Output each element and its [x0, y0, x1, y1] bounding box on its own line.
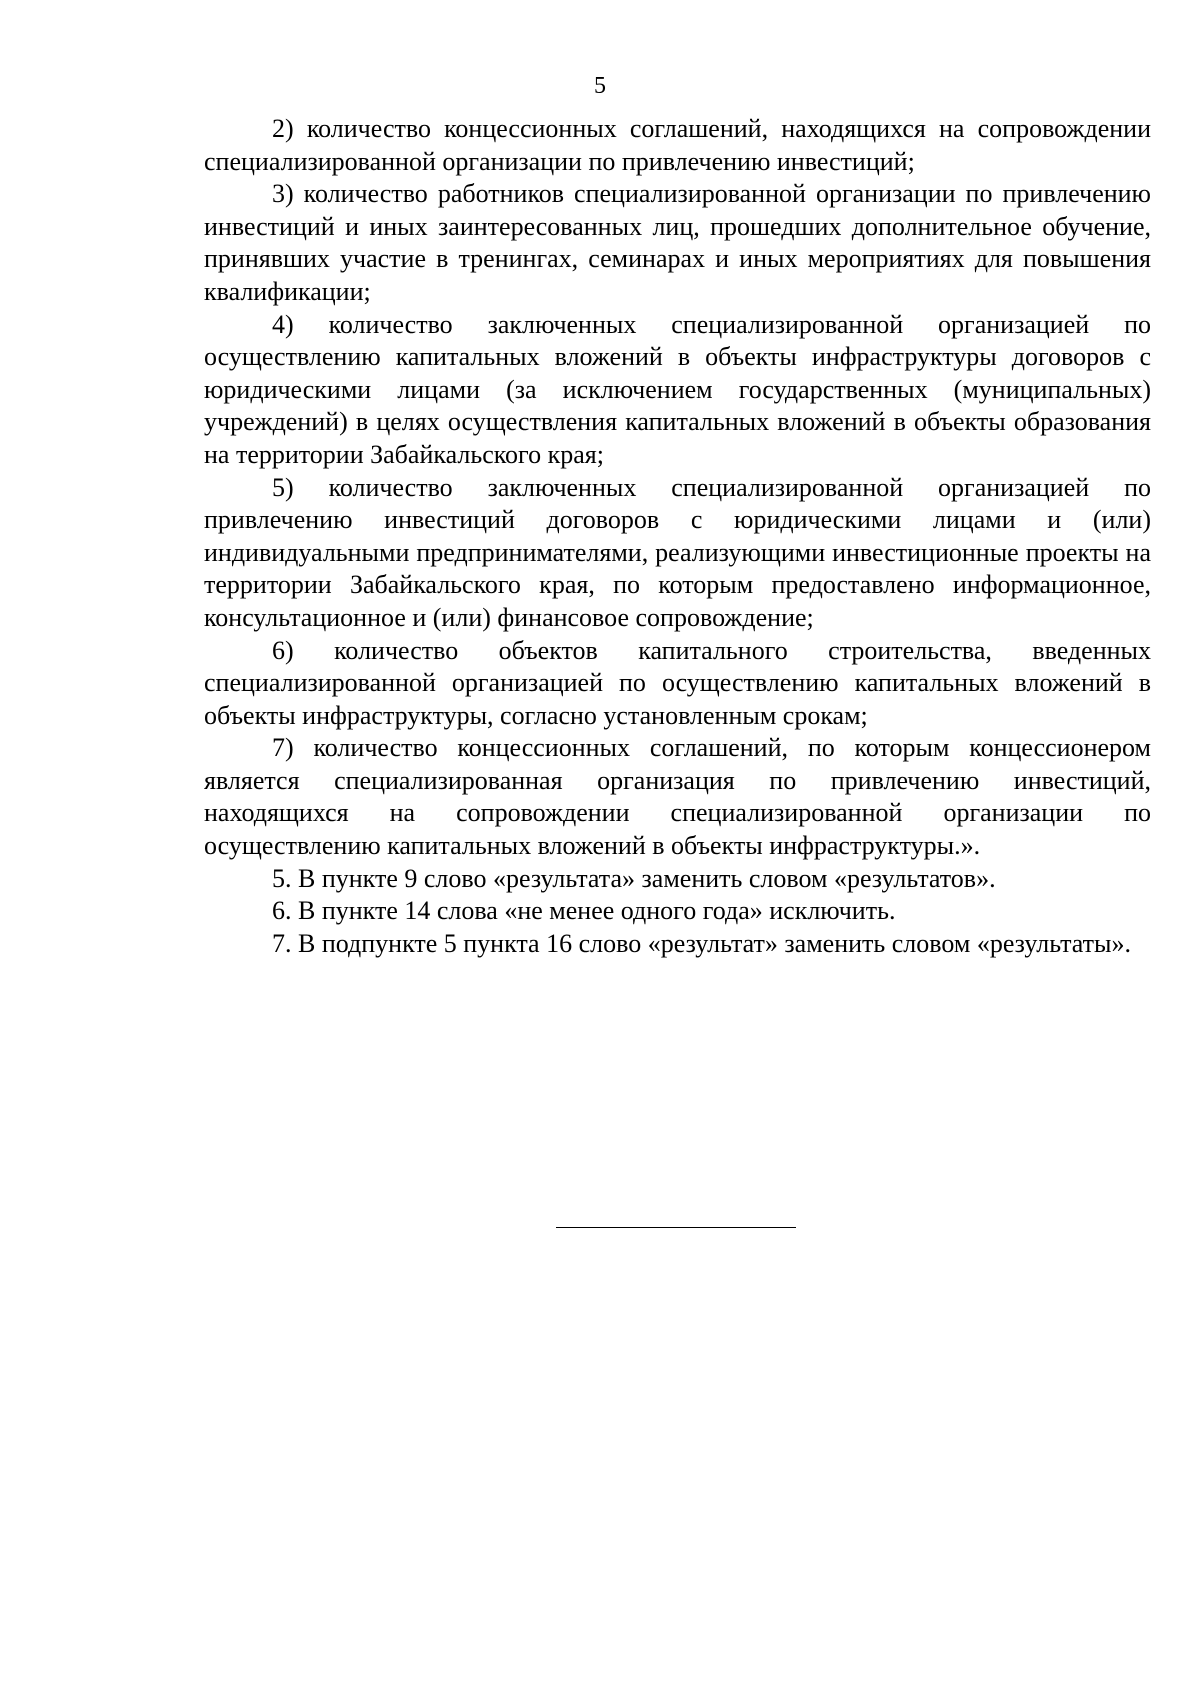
end-separator-line — [556, 1227, 796, 1228]
amendment-point-5: 5. В пункте 9 слово «результата» заменить словом «результатов». — [272, 863, 996, 893]
paragraph-item-5: 5) количество заключенных специализированной организацией по привлечению инвестиций договоров с юридическими лицами и (или) индивидуальными предпринимателями, реализующими инвестиционные проекты на территории Забайкальского края, по которым предоставлено информационное, консультационное и (или) финансовое сопровождение; — [204, 472, 1151, 632]
paragraph-item-4: 4) количество заключенных специализированной организацией по осуществлению капитальных вложений в объекты инфраструктуры договоров с юридическими лицами (за исключением государственных (муниципальных) учреждений) в целях осуществления капитальных вложений в объекты образования на территории Забайкальского края; — [204, 309, 1151, 469]
page-number: 5 — [594, 73, 606, 99]
amendment-point-7: 7. В подпункте 5 пункта 16 слово «результат» заменить словом «результаты». — [272, 928, 1131, 958]
amendment-point-6: 6. В пункте 14 слова «не менее одного года» исключить. — [272, 896, 896, 926]
paragraph-item-7: 7) количество концессионных соглашений, по которым концессионером является специализированная организация по привлечению инвестиций, находящихся на сопровождении специализированной организации по осуществлению капитальных вложений в объекты инфраструктуры.». — [204, 733, 1151, 861]
paragraph-item-6: 6) количество объектов капитального строительства, введенных специализированной организацией по осуществлению капитальных вложений в объекты инфраструктуры, согласно установленным срокам; — [204, 635, 1151, 730]
document-body — [204, 113, 1151, 960]
paragraph-item-3: 3) количество работников специализированной организации по привлечению инвестиций и иных заинтересованных лиц, прошедших дополнительное обучение, принявших участие в тренингах, семинарах и иных мероприятиях для повышения квалификации; — [204, 179, 1151, 306]
paragraph-item-2: 2) количество концессионных соглашений, находящихся на сопровождении специализированной организации по привлечению инвестиций; — [204, 114, 1151, 176]
